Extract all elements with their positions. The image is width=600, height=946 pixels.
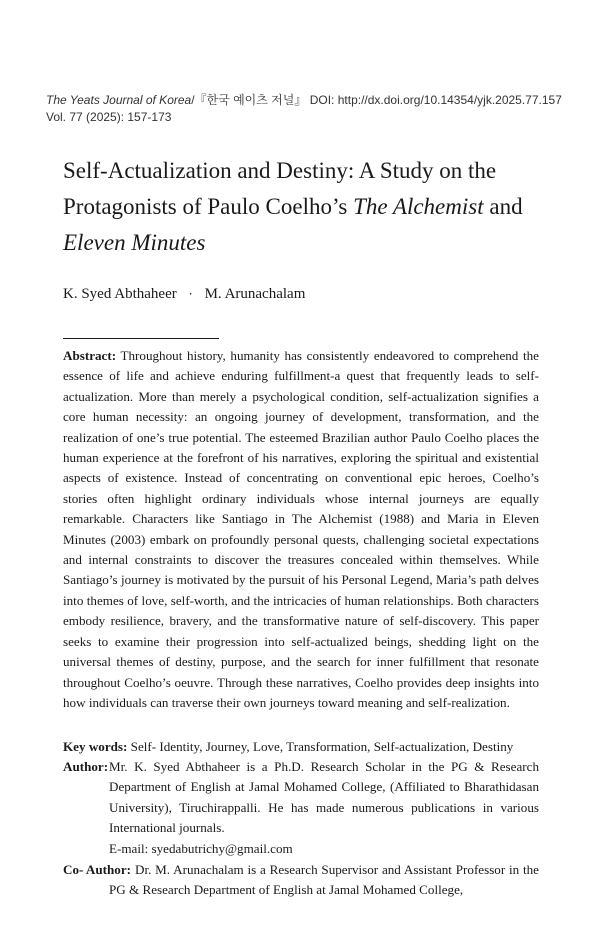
- author-bio-label: Author:: [63, 759, 109, 774]
- title-and: and: [489, 194, 523, 219]
- title-book-alchemist: The Alchemist: [353, 194, 484, 219]
- coauthor-bio-text: Dr. M. Arunachalam is a Research Supervisor and Assistant Professor in the PG & Research Department of English at Jamal Mohamed College,: [109, 862, 539, 898]
- abstract-text: Throughout history, humanity has consistently endeavored to comprehend the essence of life and achieve enduring fulfillment-a quest that frequently leads to self-actualization. More than merely a psychological condition, self-actualization signifies a core human necessity: an ongoing journey of development, transformation, and the realization of one’s true potential. The esteemed Brazilian author Paulo Coelho places the human experience at the forefront of his narratives, exploring the spiritual and existential aspects of existence. Instead of concentrating on conventional epic heroes, Coelho’s stories often highlight ordinary individuals whose internal journeys are equally remarkable. Characters like Santiago in The Alchemist (1988) and Maria in Eleven Minutes (2003) embark on profoundly personal quests, challenging societal expectations and internal constraints to discover the treasures concealed within themselves. While Santiago’s journey is motivated by the pursuit of his Personal Legend, Maria’s path delves into themes of love, self-worth, and the intricacies of human relationships. Both characters embody resilience, bravery, and the transformative nature of self-discovery. This paper seeks to examine their progression into self-actualized beings, shedding light on the universal themes of destiny, purpose, and the search for inner fulfillment that resonate throughout Coelho’s oeuvre. Through these narratives, Coelho provides deep insights into how individuals can traverse their own journeys toward meaning and self-realization.: [63, 348, 539, 710]
- volume-line: Vol. 77 (2025): 157-173: [46, 110, 172, 124]
- author-separator: ·: [188, 287, 193, 301]
- journal-header: [46, 92, 566, 126]
- keywords-block: [63, 737, 539, 757]
- author-bio-text: Mr. K. Syed Abthaheer is a Ph.D. Research Scholar in the PG & Research Department of English at Jamal Mohamed College, (Affiliated to Bharathidasan University), Tiruchirappalli. He has made numerous publications in various International journals.: [109, 759, 539, 836]
- section-divider: [63, 338, 219, 339]
- author-name-first: K. Syed Abthaheer: [63, 286, 177, 302]
- abstract-label: Abstract:: [63, 348, 117, 363]
- title-book-eleven-minutes: Eleven Minutes: [63, 230, 206, 255]
- journal-citation-line: [46, 92, 566, 109]
- keywords-label: Key words:: [63, 739, 128, 754]
- author-email[interactable]: E-mail: syedabutrichy@gmail.com: [109, 840, 293, 856]
- paper-title: [63, 153, 573, 261]
- keywords-text: Self- Identity, Journey, Love, Transformation, Self-actualization, Destiny: [130, 739, 514, 754]
- abstract-block: [63, 346, 539, 713]
- doi-link[interactable]: DOI: http://dx.doi.org/10.14354/yjk.2025.77.157: [309, 93, 562, 107]
- coauthor-bio-label: Co- Author:: [63, 862, 132, 877]
- title-main: Self-Actualization and Destiny: A Study on the Protagonists of Paulo Coelho’s: [63, 158, 497, 219]
- author-list: [63, 284, 305, 304]
- journal-name: The Yeats Journal of Korea: [46, 93, 192, 107]
- author-bio: [63, 757, 539, 859]
- journal-korean-title: /『한국 예이츠 저널』: [191, 93, 307, 107]
- coauthor-bio: [63, 860, 539, 901]
- author-name-second: M. Arunachalam: [204, 286, 306, 302]
